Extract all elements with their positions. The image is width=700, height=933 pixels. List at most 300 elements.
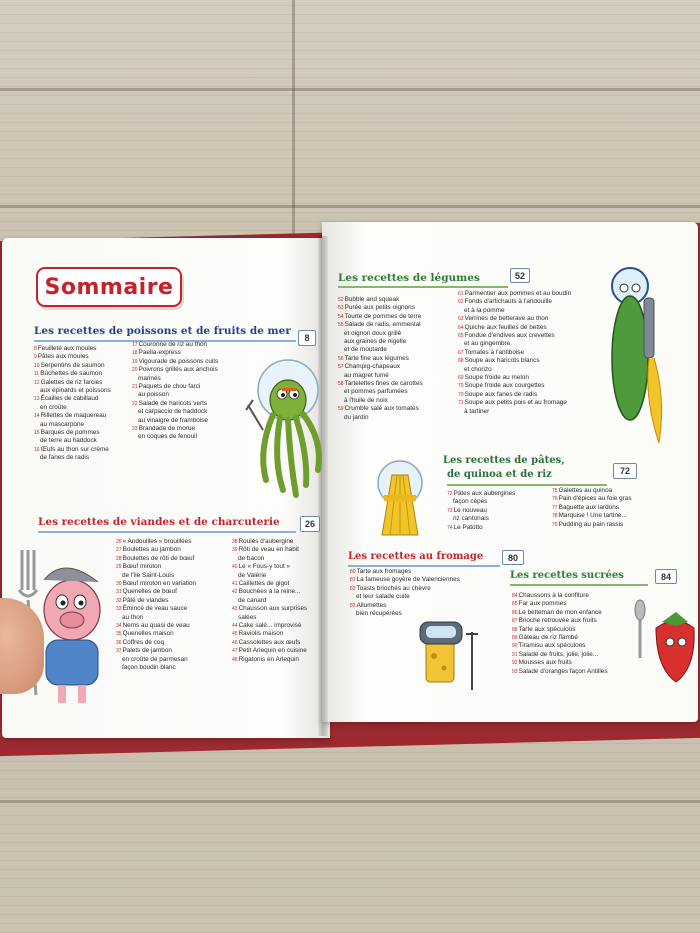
section-title-viandes: Les recettes de viandes et de charcuterie [38,516,280,528]
recipe-item [458,374,571,382]
recipe-item [458,382,571,390]
recipe-page-number: 15 [34,430,40,437]
recipe-item [338,372,423,380]
recipe-name: Soupe aux haricots blancs [464,357,540,365]
octopus-astronaut-illustration [238,350,328,500]
recipe-page-number: 26 [116,539,122,545]
recipe-page-number: 69 [458,375,464,382]
legumes-list-col2 [458,290,571,416]
recipe-name: marinés [138,374,161,382]
viandes-list-col2 [232,538,307,664]
recipe-name: Rôti de veau en habit [238,546,299,554]
recipe-name: salées [238,613,257,621]
recipe-name: Chaussons à la confiture [518,592,589,599]
floor-seam [292,0,295,260]
recipe-name: Tourte de pommes de terre [344,312,422,320]
recipe-page-number: 52 [338,297,344,303]
page-badge-sucrees: 84 [655,569,677,584]
recipe-name: et de moutarde [344,346,387,354]
recipe-item [350,585,460,593]
recipe-name: Le nouveau [453,506,487,514]
recipe-page-number: 63 [458,316,464,323]
recipe-name: Pâtes aux moules [37,353,89,361]
recipe-item [447,515,515,523]
recipe-item [338,338,423,346]
section-underline [348,565,500,567]
recipe-item [458,366,571,374]
recipe-item [447,507,515,515]
section-title-poissons: Les recettes de poissons et de fruits de mer [34,325,291,337]
recipe-name: Salade de fruits, jolie, jolie... [518,650,599,658]
recipe-name: Tarte aux fromages [356,568,412,575]
recipe-item [458,290,571,298]
recipe-page-number: 10 [34,362,40,369]
recipe-page-number: 48 [232,656,238,663]
recipe-page-number: 27 [116,547,122,554]
recipe-name: Couronne de riz au thon [138,341,208,348]
recipe-page-number: 30 [116,581,122,588]
recipe-page-number: 91 [512,651,518,658]
recipe-page-number: 59 [338,406,344,413]
recipe-name: et leur salade cuite [356,593,410,601]
recipe-name: Gâteau de riz flambé [518,634,578,642]
recipe-page-number: 39 [232,547,238,554]
recipe-name: Quiche aux feuilles de bettes [464,323,547,331]
section-title-sucrees: Les recettes sucrées [510,570,624,581]
recipe-name: La fameuse goyère de Valenciennes [356,576,460,584]
recipe-name: Purée aux petits oignons [344,304,415,312]
recipe-name: Roulés d'aubergine [238,538,294,545]
recipe-item [338,355,423,363]
section-title-pates-line1: Les recettes de pâtes, [443,455,565,466]
recipe-name: à l'huile de noix [344,396,388,404]
recipe-name: Allumettes [356,601,387,609]
recipe-name: Soupe froide au melon [464,374,529,382]
recipe-item [338,405,423,413]
recipe-page-number: 84 [512,593,518,599]
recipe-item [338,330,423,338]
recipe-item [447,524,515,532]
recipe-name: Paella-express [138,349,181,357]
recipe-item [116,546,196,554]
recipe-name: et carpaccio de haddock [138,408,208,416]
recipe-name: Petit Arlequin en cuisine [238,647,307,655]
recipe-name: Quenelles maison [122,630,174,638]
recipe-item [232,563,307,571]
recipe-page-number: 31 [116,589,122,596]
recipe-name: Rillettes de maquereau [40,412,107,420]
sucrees-list [512,592,608,676]
recipe-name: Galettes au quinoa [558,487,613,494]
recipe-page-number: 64 [458,324,464,331]
recipe-name: en croûte de parmesan [122,655,188,663]
recipe-item [512,634,608,642]
recipe-page-number: 92 [512,660,518,667]
recipe-item [232,656,307,664]
recipe-name: Pain d'épices au foie gras [558,495,632,503]
recipe-page-number: 42 [232,589,238,596]
recipe-item [458,340,571,348]
recipe-item [338,321,423,329]
recipe-page-number: 86 [512,609,518,616]
recipe-item [116,555,196,563]
recipe-item [458,349,571,357]
recipe-item [232,580,307,588]
recipe-name: Émincé de veau sauce [122,605,188,613]
recipe-name: Champig-chapeaux [344,363,400,371]
recipe-name: et chorizo [464,365,492,373]
recipe-page-number: 90 [512,643,518,650]
recipe-page-number: 87 [512,618,518,625]
recipe-name: Poivrons grillés aux anchois [138,366,218,374]
recipe-name: Mousses aux fruits [518,659,572,667]
recipe-page-number: 82 [350,585,356,592]
recipe-page-number: 56 [338,355,344,362]
recipe-page-number: 21 [132,384,138,391]
recipe-name: « Andouilles » brouillées [122,538,192,545]
page-badge-poissons: 8 [298,330,316,346]
recipe-page-number: 47 [232,648,238,655]
recipe-item [132,433,218,441]
recipe-page-number: 23 [132,426,138,433]
recipe-page-number: 83 [350,602,356,609]
recipe-name: et à la pomme [464,306,505,314]
section-underline [447,484,607,486]
page-title: Sommaire [44,274,174,300]
viandes-list-col1 [116,538,196,673]
page-badge-viandes: 26 [300,516,320,532]
recipe-item [132,341,218,349]
recipe-item [338,346,423,354]
recipe-name: Le Patotto [453,523,483,531]
recipe-item [116,597,196,605]
recipe-page-number: 80 [350,569,356,575]
recipe-item [350,593,460,601]
cucumber-astronaut-illustration [604,258,678,458]
recipe-name: Cassolettes aux œufs [238,638,301,646]
recipe-name: Soupe aux petits pois et au fromage [464,399,567,407]
recipe-name: au magret fumé [344,371,389,379]
recipe-item [116,656,196,664]
recipe-name: Pâtes aux aubergines [453,490,516,497]
recipe-name: Boulettes de rôti de bœuf [122,554,195,562]
recipe-item [458,391,571,399]
recipe-name: façon boudin blanc [122,664,176,672]
recipe-item [116,580,196,588]
recipe-page-number: 71 [458,400,464,407]
recipe-page-number: 34 [116,623,122,630]
floor-seam [0,800,700,803]
recipe-page-number: 54 [338,313,344,320]
recipe-item [232,614,307,622]
recipe-page-number: 11 [34,371,40,378]
page-badge-legumes: 52 [510,268,530,283]
recipe-page-number: 29 [116,564,122,571]
recipe-name: Baguette aux lardons [558,503,619,511]
recipe-name: au poisson [138,391,169,399]
recipe-name: Brioche retrouvée aux fruits [518,617,597,625]
recipe-item [338,397,423,405]
recipe-item [512,609,608,617]
recipe-page-number: 20 [132,367,138,374]
recipe-page-number: 37 [116,648,122,655]
recipe-page-number: 67 [458,349,464,356]
recipe-item [512,600,608,608]
recipe-page-number: 33 [116,606,122,613]
recipe-item [552,495,632,503]
recipe-name: Nems au quasi de veau [122,622,190,630]
recipe-item [458,332,571,340]
recipe-item [232,647,307,655]
recipe-name: Brandade de morue [138,425,196,433]
recipe-page-number: 73 [447,507,453,514]
recipe-name: Bouchées à la reine... [238,588,301,596]
recipe-name: Raviolis maison [238,630,284,638]
recipe-name: Soupe aux fanes de radis [464,390,538,398]
recipe-page-number: 16 [34,446,40,453]
recipe-name: Tartelettes fines de carottes [344,380,423,388]
recipe-name: Boulettes au jambon [122,546,181,554]
recipe-name: de Valérie [238,571,267,579]
recipe-name: de fanes de radis [40,454,90,462]
recipe-page-number: 72 [447,491,453,497]
recipe-item [34,353,111,361]
recipe-name: Salade de radis, emmental [344,321,421,329]
recipe-item [34,421,111,429]
recipe-page-number: 41 [232,581,238,588]
recipe-name: Bûchettes de saumon [40,370,103,378]
recipe-item [350,568,460,576]
recipe-page-number: 46 [232,639,238,646]
recipe-name: riz cantonais [453,515,489,523]
recipe-name: Palets de jambon [122,647,172,655]
section-underline [338,286,508,288]
recipe-name: de terre au haddock [40,437,97,445]
recipe-item [132,349,218,357]
recipe-name: Salade d'oranges façon Antilles [518,667,608,675]
recipe-item [552,487,632,495]
recipe-page-number: 45 [232,631,238,638]
section-title-fromage: Les recettes au fromage [348,551,484,562]
recipe-page-number: 70 [458,391,464,398]
recipe-page-number: 55 [338,322,344,329]
recipe-page-number: 14 [34,413,40,420]
recipe-name: Galettes de riz farcies [40,378,103,386]
recipe-item [232,588,307,596]
recipe-item [34,412,111,420]
pasta-astronaut-illustration [370,455,430,545]
recipe-item [132,375,218,383]
recipe-page-number: 88 [512,626,518,633]
recipe-item [232,538,307,546]
recipe-page-number: 89 [512,635,518,642]
recipe-page-number: 62 [458,299,464,306]
pates-list-col1 [447,490,515,532]
recipe-name: de canard [238,596,267,604]
recipe-item [458,307,571,315]
recipe-name: Fonds d'artichauts à l'andouille [464,298,552,306]
poissons-list-col2 [132,341,218,442]
recipe-name: bien récupérées [356,610,402,618]
recipe-name: Marquise ! Une tartine... [558,512,627,520]
recipe-page-number: 53 [338,305,344,312]
recipe-page-number: 85 [512,601,518,608]
recipe-item [552,504,632,512]
recipe-name: de l'île Saint-Louis [122,571,175,579]
recipe-item [350,576,460,584]
recipe-page-number: 12 [34,379,40,386]
poissons-list-col1 [34,345,111,463]
recipe-item [458,298,571,306]
recipe-page-number: 78 [552,513,558,520]
recipe-page-number: 81 [350,577,356,584]
recipe-name: Coffres de coq [122,638,165,646]
recipe-item [458,399,571,407]
recipe-page-number: 76 [552,496,558,503]
recipe-item [132,358,218,366]
recipe-item [232,597,307,605]
recipe-item [232,572,307,580]
recipe-page-number: 74 [447,524,453,531]
recipe-page-number: 57 [338,364,344,371]
recipe-name: Salade de haricots verts [138,399,208,407]
recipe-name: Fondue d'endives aux crevettes [464,332,555,340]
recipe-name: Œufs au thon sur crème [40,445,109,453]
recipe-item [552,512,632,520]
recipe-name: Parmentier aux pommes et au boudin [464,290,572,297]
recipe-item [512,617,608,625]
recipe-name: Verrines de betterave au thon [464,315,549,323]
recipe-item [232,630,307,638]
recipe-item [116,563,196,571]
recipe-item [458,357,571,365]
cheese-diver-illustration [410,612,490,692]
recipe-name: du jardin [344,413,369,421]
floor-seam [0,205,700,208]
recipe-name: Bœuf miroton en variation [122,580,197,588]
recipe-page-number: 28 [116,555,122,562]
recipe-name: Caillettes de gigot [238,580,290,588]
section-underline [38,531,296,533]
section-underline [510,584,648,586]
recipe-item [447,490,515,498]
recipe-page-number: 40 [232,564,238,571]
recipe-item [116,622,196,630]
section-title-legumes: Les recettes de légumes [338,272,480,284]
floor-seam [0,88,700,91]
recipe-item [512,659,608,667]
recipe-name: Cake salé... improvisé [238,622,302,630]
recipe-item [338,380,423,388]
recipe-name: Toasts briochés au chèvre [356,584,431,592]
recipe-name: Chausson aux surprises [238,605,308,613]
recipe-item [132,417,218,425]
recipe-name: Vigourade de poissons cuits [138,357,219,365]
recipe-item [132,391,218,399]
recipe-name: Soupe froide aux courgettes [464,382,545,390]
recipe-item [116,538,196,546]
recipe-name: Pudding au pain rassis [558,520,624,528]
recipe-item [116,572,196,580]
section-title-pates-line2: de quinoa et de riz [447,469,552,480]
recipe-item [338,388,423,396]
fromage-list [350,568,460,618]
recipe-name: Bœuf miroton [122,563,162,571]
recipe-item [132,408,218,416]
recipe-name: et pommes parfumées [344,388,408,396]
strawberry-illustration [632,598,698,690]
recipe-item [338,313,423,321]
recipe-item [34,395,111,403]
recipe-item [132,425,218,433]
recipe-item [232,546,307,554]
recipe-item [34,404,111,412]
recipe-page-number: 9 [34,354,37,361]
recipe-item [232,622,307,630]
recipe-item [338,363,423,371]
recipe-item [458,408,571,416]
recipe-item [338,414,423,422]
recipe-item [34,454,111,462]
recipe-name: Paquets de chou farci [138,383,201,391]
recipe-name: Pâté de viandes [122,596,169,604]
recipe-item [34,446,111,454]
recipe-item [116,639,196,647]
recipe-item [34,370,111,378]
recipe-page-number: 75 [552,488,558,494]
recipe-name: Tarte aux spéculoos [518,625,576,633]
recipe-page-number: 22 [132,400,138,407]
recipe-item [34,362,111,370]
recipe-page-number: 19 [132,358,138,365]
recipe-item [232,555,307,563]
recipe-name: à tartiner [464,407,490,415]
recipe-name: aux épinards et poissons [40,387,111,395]
sommaire-title-box [36,267,182,307]
recipe-page-number: 79 [552,521,558,528]
recipe-page-number: 32 [116,597,122,604]
recipe-name: Tomates à l'antiboise [464,348,525,356]
recipe-item [132,400,218,408]
recipe-item [458,315,571,323]
recipe-name: au mascarpone [40,420,85,428]
recipe-page-number: 43 [232,606,238,613]
recipe-name: Barques de pommes [40,429,100,437]
recipe-item [132,383,218,391]
recipe-name: Crumble salé aux tomates [344,405,419,413]
recipe-name: Le « Fous-y tout » [238,563,291,571]
page-badge-pates: 72 [613,463,637,479]
recipe-item [232,605,307,613]
recipe-item [350,602,460,610]
recipe-item [512,626,608,634]
recipe-item [512,651,608,659]
recipe-name: au vinaigre de framboise [138,416,208,424]
recipe-name: en coques de fenouil [138,433,197,441]
recipe-item [116,588,196,596]
recipe-name: Écailles de cabillaud [40,395,99,403]
recipe-name: et oignon doux grillé [344,329,402,337]
recipe-name: de bacon [238,554,265,562]
recipe-page-number: 58 [338,381,344,388]
recipe-name: Rigatonis en Arlequin [238,655,299,663]
recipe-item [34,437,111,445]
recipe-item [512,668,608,676]
recipe-item [447,498,515,506]
recipe-name: Bubble and squeak [344,296,400,303]
recipe-name: Tarte fine aux légumes [344,354,409,362]
recipe-page-number: 44 [232,623,238,630]
